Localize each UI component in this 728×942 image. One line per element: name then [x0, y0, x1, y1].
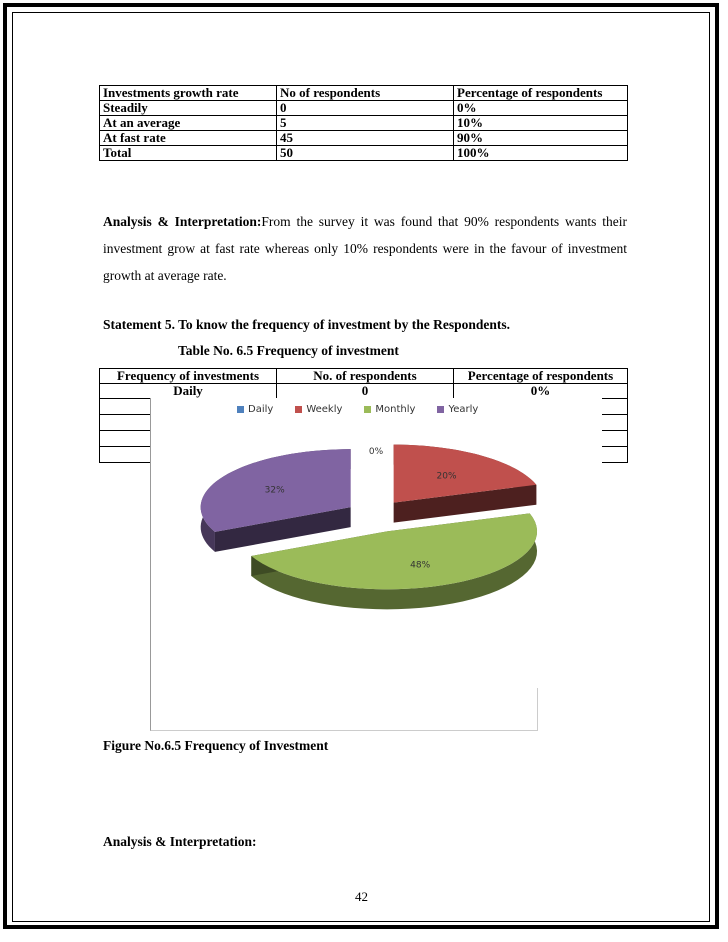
legend-item: Weekly [295, 404, 342, 415]
table-header-cell: Percentage of respondents [454, 369, 628, 384]
legend-item: Monthly [364, 404, 415, 415]
table-header-cell: Percentage of respondents [454, 86, 628, 101]
table-cell: 100% [454, 146, 628, 161]
legend-item: Yearly [437, 404, 478, 415]
growth-rate-table [99, 85, 628, 161]
table-cell: 0 [277, 384, 454, 399]
table-row [100, 131, 628, 146]
chart-area-lower [150, 688, 538, 731]
analysis-text: From the survey it was found that 90% respondents wants their investment grow at fast rate whereas only 10% respondents were in the favour of investment growth at average rate. [103, 214, 627, 283]
table-cell: At fast rate [100, 131, 277, 146]
analysis-heading: Analysis & Interpretation: [103, 834, 257, 849]
table-cell: 0% [454, 384, 628, 399]
table-cell: 0% [454, 101, 628, 116]
table-cell: 0 [277, 101, 454, 116]
table-header-row [100, 86, 628, 101]
pie-data-label: 32% [264, 485, 285, 496]
table-cell: Daily [100, 384, 277, 399]
pie-data-label: 20% [436, 471, 457, 482]
table-header-row [100, 369, 628, 384]
table-row [100, 146, 628, 161]
table-cell: 90% [454, 131, 628, 146]
table-title: Table No. 6.5 Frequency of investment [178, 343, 399, 358]
pie-svg [151, 398, 602, 688]
table-cell: Steadily [100, 101, 277, 116]
figure-caption: Figure No.6.5 Frequency of Investment [103, 738, 329, 753]
pie-data-label: 48% [410, 560, 431, 571]
table-cell: 5 [277, 116, 454, 131]
table-row [100, 116, 628, 131]
table-header-cell: Investments growth rate [100, 86, 277, 101]
table-cell: Total [100, 146, 277, 161]
table-header-cell: No of respondents [277, 86, 454, 101]
table-cell: 10% [454, 116, 628, 131]
table-cell: 45 [277, 131, 454, 146]
analysis-paragraph [103, 208, 627, 289]
pie-chart [150, 398, 602, 688]
table-row [100, 384, 628, 399]
table-cell: At an average [100, 116, 277, 131]
table-header-cell: No. of respondents [277, 369, 454, 384]
statement-heading: Statement 5. To know the frequency of investment by the Respondents. [103, 317, 511, 332]
legend-item: Daily [237, 404, 273, 415]
table-row [100, 101, 628, 116]
table-cell: 50 [277, 146, 454, 161]
pie-data-label: 0% [368, 447, 384, 457]
pie-slice [201, 449, 351, 552]
pie-slice [394, 445, 537, 523]
page-number: 42 [355, 889, 368, 904]
table-header-cell: Frequency of investments [100, 369, 277, 384]
analysis-label: Analysis & Interpretation: [103, 214, 262, 229]
